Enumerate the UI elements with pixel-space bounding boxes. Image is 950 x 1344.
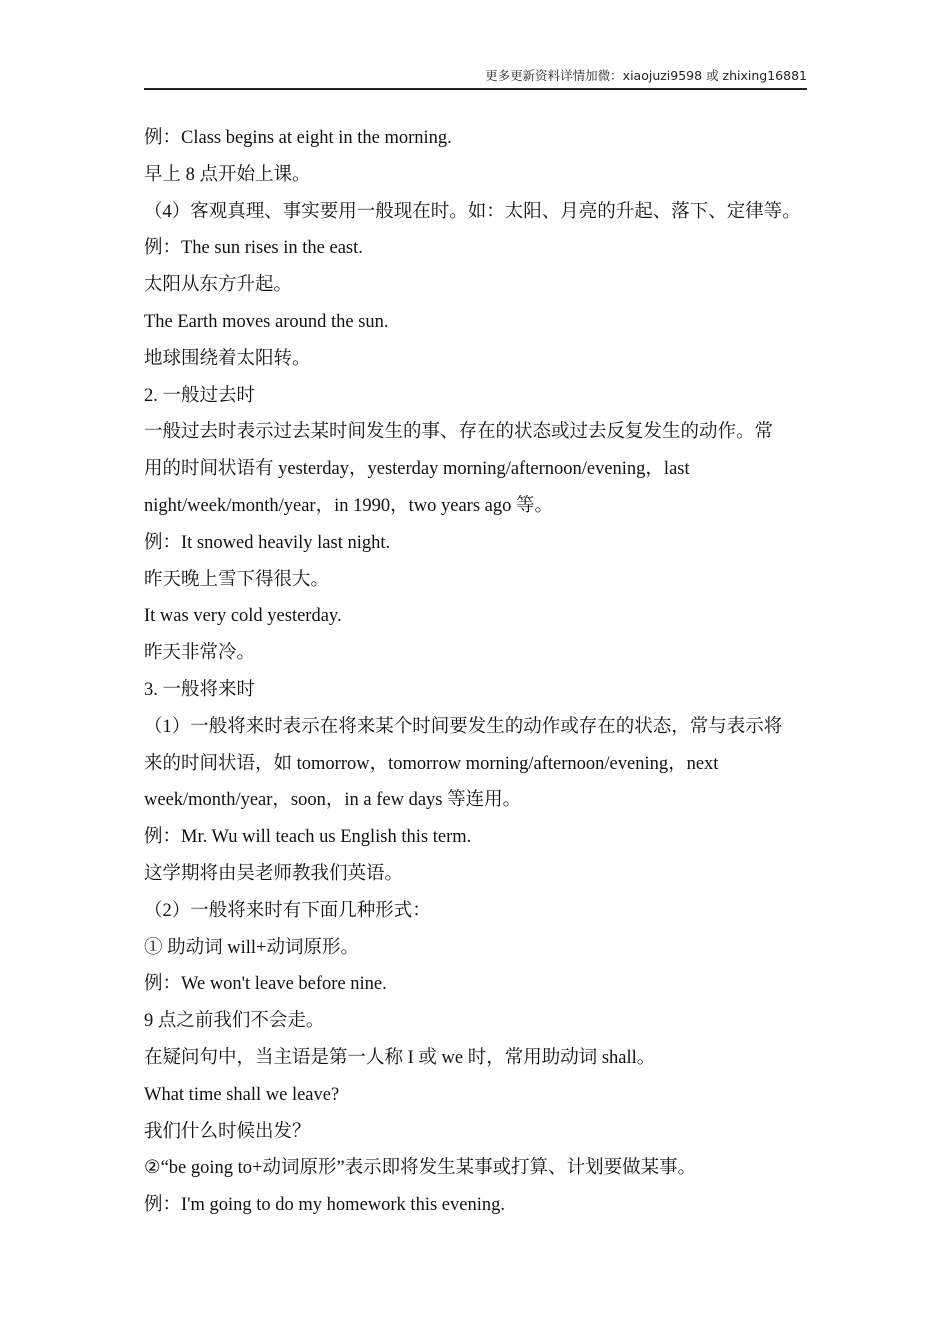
text-line: 例：The sun rises in the east. [144, 238, 363, 259]
text-line: ① 助动词 will+动词原形。 [144, 937, 359, 958]
text-line: 用的时间状语有 yesterday，yesterday morning/afternoon/evening，last [144, 459, 690, 480]
text-line: 我们什么时候出发？ [144, 1121, 311, 1142]
text-line: 9 点之前我们不会走。 [144, 1011, 325, 1032]
text-line: 地球围绕着太阳转。 [144, 348, 311, 369]
text-line: 在疑问句中，当主语是第一人称 I 或 we 时，常用助动词 shall。 [144, 1047, 656, 1068]
text-line: （1）一般将来时表示在将来某个时间要发生的动作或存在的状态，常与表示将 [144, 716, 783, 737]
text-line: （2）一般将来时有下面几种形式： [144, 900, 431, 921]
text-line: 一般过去时表示过去某时间发生的事、存在的状态或过去反复发生的动作。常 [144, 422, 774, 443]
text-line: 昨天非常冷。 [144, 643, 256, 664]
text-line: 昨天晚上雪下得很大。 [144, 569, 330, 590]
text-line: What time shall we leave? [144, 1084, 340, 1105]
text-line: （4）客观真理、事实要用一般现在时。如：太阳、月亮的升起、落下、定律等。 [144, 201, 801, 222]
section-heading: 3. 一般将来时 [144, 679, 256, 700]
page-header [144, 66, 807, 90]
text-line: 例：I'm going to do my homework this evening. [144, 1195, 505, 1216]
text-line: 来的时间状语，如 tomorrow，tomorrow morning/afternoon/evening，next [144, 753, 719, 774]
text-line: It was very cold yesterday. [144, 606, 342, 627]
text-line: ②“be going to+动词原形”表示即将发生某事或打算、计划要做某事。 [144, 1158, 697, 1179]
header-text: 更多更新资料详情加微：xiaojuzi9598 或 zhixing16881 [485, 68, 807, 83]
section-heading: 2. 一般过去时 [144, 385, 256, 406]
text-line: 太阳从东方升起。 [144, 275, 293, 296]
text-line: 例：It snowed heavily last night. [144, 532, 391, 553]
text-line: night/week/month/year，in 1990，two years ago 等。 [144, 495, 553, 516]
document-body [144, 120, 824, 1224]
text-line: 例：Mr. Wu will teach us English this term. [144, 827, 472, 848]
text-line: week/month/year，soon，in a few days 等连用。 [144, 790, 522, 811]
text-line: 早上 8 点开始上课。 [144, 164, 311, 185]
text-line: 这学期将由吴老师教我们英语。 [144, 863, 404, 884]
text-line: 例：We won't leave before nine. [144, 974, 387, 995]
text-line: The Earth moves around the sun. [144, 311, 389, 332]
text-line: 例：Class begins at eight in the morning. [144, 128, 452, 148]
